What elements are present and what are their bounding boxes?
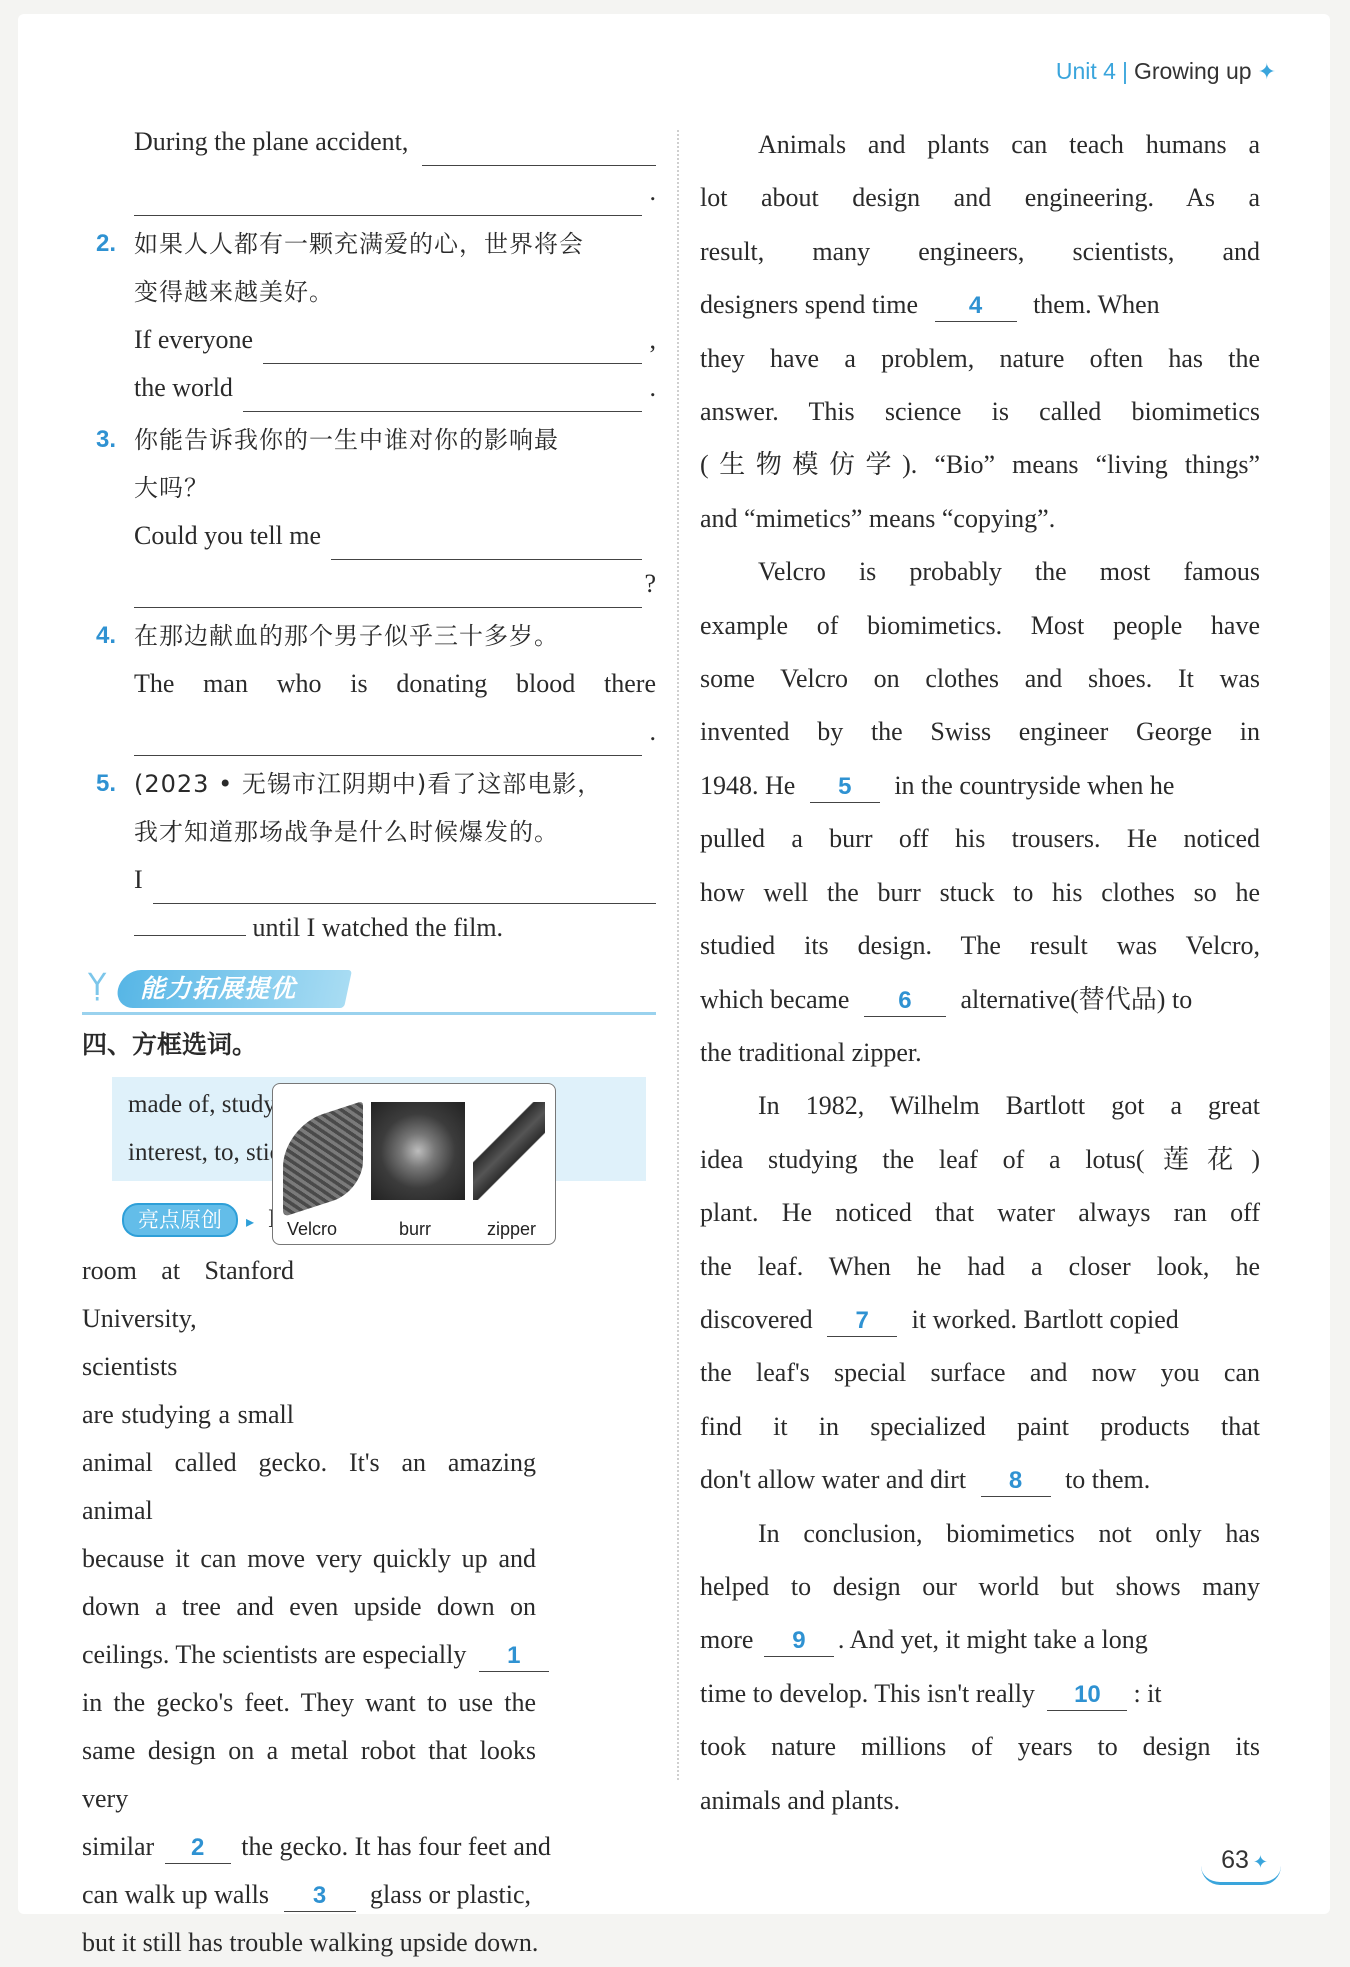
passage-text: helped to design our world but shows many bbox=[700, 1560, 1260, 1613]
original-badge: 亮点原创 bbox=[122, 1203, 238, 1237]
unit-label: Unit 4 bbox=[1056, 58, 1116, 84]
question-4 bbox=[96, 612, 656, 756]
question-3 bbox=[96, 416, 656, 608]
blank-6[interactable]: 6 bbox=[864, 986, 946, 1017]
passage-line bbox=[82, 1631, 656, 1679]
sprout-icon: Ỵ bbox=[88, 966, 106, 1006]
passage-text: designers spend time bbox=[700, 290, 918, 319]
passage-text: similar bbox=[82, 1832, 154, 1861]
passage-text: ceilings. The scientists are especially bbox=[82, 1640, 466, 1669]
chinese-prompt: (2023 • 无锡市江阴期中)看了这部电影， bbox=[134, 760, 656, 808]
passage-text: In conclusion, biomimetics not only has bbox=[700, 1507, 1260, 1560]
passage-text: pulled a burr off his trousers. He noticed bbox=[700, 812, 1260, 865]
question-5 bbox=[96, 760, 656, 952]
passage-text: 1948. He bbox=[700, 771, 795, 800]
chinese-prompt: 我才知道那场战争是什么时候爆发的。 bbox=[134, 808, 656, 856]
answer-line[interactable] bbox=[263, 331, 642, 364]
passage-line bbox=[700, 1293, 1260, 1346]
question-mark: ? bbox=[642, 560, 656, 608]
answer-line[interactable] bbox=[422, 133, 656, 166]
passage-line bbox=[82, 1871, 656, 1919]
sparkle-icon: ✦ bbox=[1253, 1852, 1268, 1872]
header-separator: | bbox=[1122, 58, 1128, 84]
section-banner bbox=[82, 966, 656, 1015]
passage-text: : it bbox=[1133, 1679, 1161, 1708]
answer-row bbox=[134, 904, 656, 952]
passage-text: discovered bbox=[700, 1305, 813, 1334]
passage-text: answer. This science is called biomimetics bbox=[700, 385, 1260, 438]
answer-line[interactable] bbox=[134, 723, 642, 756]
unit-title: Growing up bbox=[1134, 58, 1252, 84]
english-prompt: If everyone bbox=[134, 316, 253, 364]
blank-9[interactable]: 9 bbox=[764, 1626, 834, 1657]
caption-zipper: zipper bbox=[487, 1218, 536, 1240]
passage-line bbox=[700, 1613, 1260, 1666]
passage-text: them. When bbox=[1033, 290, 1160, 319]
page-number bbox=[1221, 1846, 1268, 1875]
passage-text: down a tree and even upside down on bbox=[82, 1583, 536, 1631]
blank-3[interactable]: 3 bbox=[284, 1881, 356, 1912]
passage-text: . And yet, it might take a long bbox=[838, 1625, 1148, 1654]
passage-text: Velcro is probably the most famous bbox=[700, 545, 1260, 598]
passage-line bbox=[700, 1667, 1260, 1720]
question-number: 2. bbox=[96, 220, 134, 412]
passage-text: which became bbox=[700, 985, 849, 1014]
sparkle-icon: ✦ bbox=[1258, 59, 1276, 84]
passage-line bbox=[700, 1453, 1260, 1506]
q1-continued bbox=[96, 118, 656, 166]
blank-7[interactable]: 7 bbox=[827, 1306, 897, 1337]
caption-burr: burr bbox=[399, 1218, 431, 1240]
figure-velcro-burr-zipper bbox=[272, 1083, 556, 1245]
answer-row bbox=[134, 512, 656, 560]
question-2 bbox=[96, 220, 656, 412]
answer-row bbox=[134, 316, 656, 364]
answer-line[interactable] bbox=[331, 527, 642, 560]
blank-1[interactable]: 1 bbox=[479, 1641, 549, 1672]
passage-text: Animals and plants can teach humans a bbox=[700, 118, 1260, 171]
chinese-prompt: 大吗？ bbox=[134, 464, 656, 512]
passage-line bbox=[700, 278, 1260, 331]
question-number: 4. bbox=[96, 612, 134, 756]
passage-text: to them. bbox=[1065, 1465, 1150, 1494]
answer-line[interactable] bbox=[134, 905, 246, 936]
answer-row bbox=[134, 856, 656, 904]
banner-title: 能力拓展提优 bbox=[140, 970, 296, 1008]
passage-text: result, many engineers, scientists, and bbox=[700, 225, 1260, 278]
answer-line[interactable] bbox=[134, 575, 642, 608]
passage-text: time to develop. This isn't really bbox=[700, 1679, 1035, 1708]
passage-text: took nature millions of years to design its bbox=[700, 1720, 1260, 1773]
passage-text: it worked. Bartlott copied bbox=[912, 1305, 1179, 1334]
chinese-prompt: 在那边献血的那个男子似乎三十多岁。 bbox=[134, 612, 656, 660]
passage-text: studied its design. The result was Velcro, bbox=[700, 919, 1260, 972]
passage-text: the leaf's special surface and now you can bbox=[700, 1346, 1260, 1399]
question-number: 5. bbox=[96, 760, 134, 952]
passage-left bbox=[82, 1195, 656, 1967]
answer-line[interactable] bbox=[243, 379, 642, 412]
passage-text: and “mimetics” means “copying”. bbox=[700, 492, 1260, 545]
passage-text: they have a problem, nature often has the bbox=[700, 332, 1260, 385]
right-column bbox=[700, 118, 1260, 1827]
blank-10[interactable]: 10 bbox=[1047, 1680, 1127, 1711]
answer-row bbox=[134, 560, 656, 608]
passage-text: some Velcro on clothes and shoes. It was bbox=[700, 652, 1260, 705]
passage-text: can walk up walls bbox=[82, 1880, 269, 1909]
answer-line[interactable] bbox=[134, 183, 642, 216]
passage-line bbox=[700, 973, 1260, 1026]
blank-4[interactable]: 4 bbox=[935, 291, 1017, 322]
passage-line bbox=[700, 759, 1260, 812]
english-prompt: until I watched the film. bbox=[253, 913, 504, 942]
passage-text: are studying a small bbox=[82, 1391, 294, 1439]
passage-text: in the countryside when he bbox=[894, 771, 1174, 800]
english-prompt: The man who is donating blood there bbox=[134, 660, 656, 708]
passage-text: lot about design and engineering. As a bbox=[700, 171, 1260, 224]
passage-text: same design on a metal robot that looks very bbox=[82, 1727, 536, 1823]
passage-text: example of biomimetics. Most people have bbox=[700, 599, 1260, 652]
blank-5[interactable]: 5 bbox=[810, 772, 880, 803]
passage-text: room at Stanford bbox=[82, 1247, 294, 1295]
answer-row bbox=[134, 708, 656, 756]
left-column bbox=[96, 118, 656, 1967]
column-divider bbox=[677, 130, 679, 1780]
english-prompt: I bbox=[134, 856, 143, 904]
page-number-text: 63 bbox=[1221, 1846, 1249, 1874]
passage-text: because it can move very quickly up and bbox=[82, 1535, 536, 1583]
comma: , bbox=[642, 316, 656, 364]
burr-image bbox=[371, 1102, 465, 1200]
page-header bbox=[1056, 58, 1276, 85]
passage-text: the leaf. When he had a closer look, he bbox=[700, 1240, 1260, 1293]
caption-velcro: Velcro bbox=[287, 1218, 337, 1240]
english-prompt: Could you tell me bbox=[134, 512, 321, 560]
english-prompt: the world bbox=[134, 364, 233, 412]
passage-text: find it in specialized paint products that bbox=[700, 1400, 1260, 1453]
word-box-line: made of, study, bbox=[128, 1081, 630, 1129]
passage-text: glass or plastic, bbox=[370, 1880, 531, 1909]
passage-text: animals and plants. bbox=[700, 1774, 1260, 1827]
passage-text: plant. He noticed that water always ran off bbox=[700, 1186, 1260, 1239]
passage-text: idea studying the leaf of a lotus(莲花) bbox=[700, 1133, 1260, 1186]
passage-text: the gecko. It has four feet and bbox=[241, 1832, 551, 1861]
blank-2[interactable]: 2 bbox=[165, 1833, 231, 1864]
passage-text: animal called gecko. It's an amazing animal bbox=[82, 1439, 536, 1535]
passage-text: don't allow water and dirt bbox=[700, 1465, 966, 1494]
passage-text: the traditional zipper. bbox=[700, 1026, 1260, 1079]
answer-line[interactable] bbox=[153, 871, 656, 904]
q1-line2 bbox=[96, 168, 656, 216]
section-title: 四、方框选词。 bbox=[82, 1021, 656, 1069]
passage-text: more bbox=[700, 1625, 753, 1654]
passage-text: but it still has trouble walking upside down. bbox=[82, 1919, 656, 1967]
passage-text: University, scientists bbox=[82, 1295, 294, 1391]
passage-text: how well the burr stuck to his clothes so he bbox=[700, 866, 1260, 919]
period: . bbox=[642, 168, 656, 216]
passage-text: alternative(替代品) to bbox=[960, 985, 1192, 1014]
blank-8[interactable]: 8 bbox=[981, 1466, 1051, 1497]
velcro-image bbox=[283, 1101, 363, 1217]
passage-text: in the gecko's feet. They want to use the bbox=[82, 1679, 536, 1727]
chinese-prompt: 你能告诉我你的一生中谁对你的影响最 bbox=[134, 416, 656, 464]
passage-text: invented by the Swiss engineer George in bbox=[700, 705, 1260, 758]
passage-line bbox=[82, 1823, 656, 1871]
q1-text: During the plane accident, bbox=[134, 118, 408, 166]
answer-row bbox=[134, 364, 656, 412]
chinese-prompt: 变得越来越美好。 bbox=[134, 268, 656, 316]
passage-text: In 1982, Wilhelm Bartlott got a great bbox=[700, 1079, 1260, 1132]
period: . bbox=[642, 364, 656, 412]
badge-arrow-icon: ▸ bbox=[246, 1214, 254, 1231]
period: . bbox=[642, 708, 656, 756]
word-box-line: interest, to, bbox=[128, 1129, 630, 1177]
chinese-prompt: 如果人人都有一颗充满爱的心，世界将会 bbox=[134, 220, 656, 268]
zipper-image bbox=[473, 1102, 545, 1200]
passage-text: (生物模仿学). “Bio” means “living things” bbox=[700, 438, 1260, 491]
swoosh-decoration bbox=[1201, 1866, 1281, 1885]
question-number: 3. bbox=[96, 416, 134, 608]
